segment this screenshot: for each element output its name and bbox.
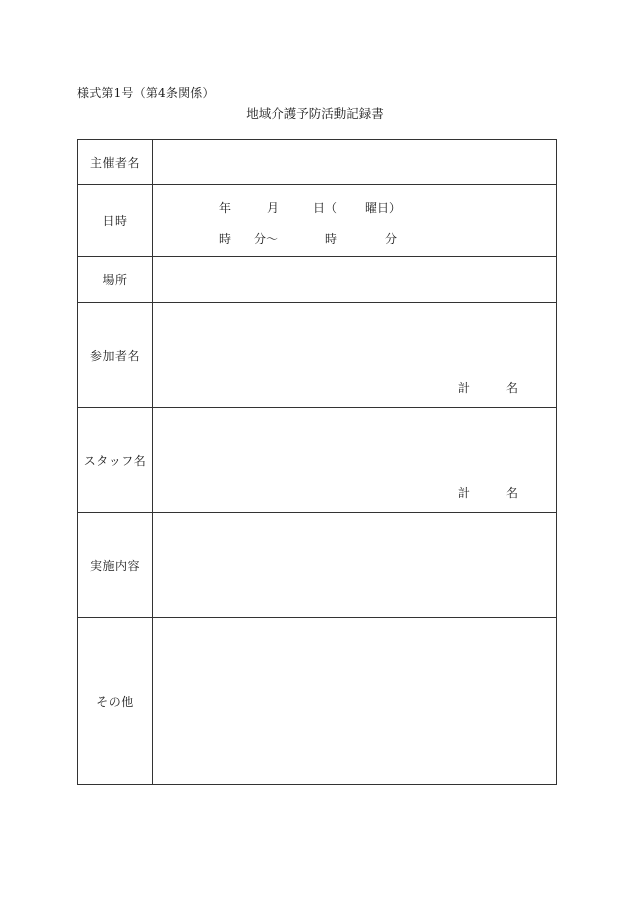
staff-persons-unit: 名 — [506, 486, 519, 500]
content-field[interactable] — [153, 513, 557, 618]
other-label: その他 — [78, 618, 153, 785]
datetime-label: 日時 — [78, 185, 153, 257]
participants-field[interactable] — [153, 303, 557, 408]
staff-row — [78, 408, 557, 513]
form-number: 様式第1号（第4条関係） — [77, 86, 215, 100]
participants-label: 参加者名 — [78, 303, 153, 408]
participants-total-label: 計 — [458, 381, 471, 395]
other-field[interactable] — [153, 618, 557, 785]
start-hour-unit: 時 — [219, 232, 232, 246]
participants-row — [78, 303, 557, 408]
place-label: 場所 — [78, 257, 153, 303]
place-row — [78, 257, 557, 303]
staff-field[interactable] — [153, 408, 557, 513]
content-label: 実施内容 — [78, 513, 153, 618]
weekday-unit: 曜日） — [365, 201, 402, 215]
staff-label: スタッフ名 — [78, 408, 153, 513]
activity-record-table — [77, 139, 557, 785]
participants-persons-unit: 名 — [506, 381, 519, 395]
place-field[interactable] — [153, 257, 557, 303]
month-unit: 月 — [267, 201, 280, 215]
content-row — [78, 513, 557, 618]
day-unit: 日（ — [313, 201, 338, 215]
organizer-label: 主催者名 — [78, 140, 153, 185]
start-minute-unit: 分～ — [254, 232, 279, 246]
datetime-field[interactable] — [153, 185, 557, 257]
end-hour-unit: 時 — [325, 232, 338, 246]
document-title: 地域介護予防活動記録書 — [246, 106, 384, 121]
year-unit: 年 — [219, 201, 232, 215]
organizer-row — [78, 140, 557, 185]
other-row — [78, 618, 557, 785]
end-minute-unit: 分 — [385, 232, 398, 246]
datetime-row — [78, 185, 557, 257]
staff-total-label: 計 — [458, 486, 471, 500]
organizer-field[interactable] — [153, 140, 557, 185]
